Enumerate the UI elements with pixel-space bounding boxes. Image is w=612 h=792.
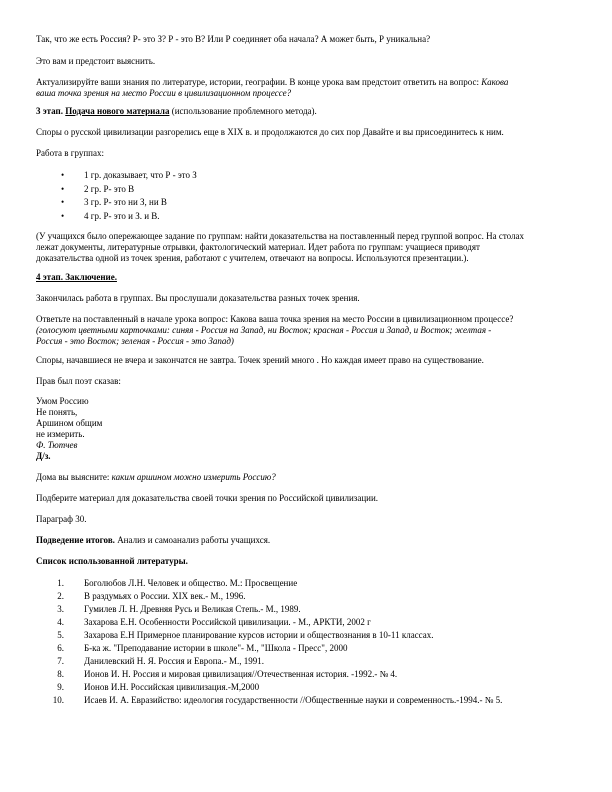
- homework-question: [36, 472, 276, 483]
- list-item: Б-ка ж. "Преподавание истории в школе"- М., "Школа - Пресс", 2000: [84, 643, 348, 653]
- list-item: 3 гр. Р- это ни З, ни В: [84, 197, 167, 207]
- list-item: Ионов И.Н. Российская цивилизация.-М,2000: [84, 682, 260, 692]
- stage3-method: (использование проблемного метода).: [169, 106, 317, 116]
- poem-line: Умом Россию: [36, 396, 89, 406]
- list-item: 4 гр. Р- это и З. и В.: [84, 211, 160, 221]
- list-item: Исаев И. А. Евразийство: идеология государственности //Общественные науки и современность.-1994.- № 5.: [84, 695, 503, 705]
- summary-text: Анализ и самоанализ работы учащихся.: [114, 535, 271, 545]
- bullet-icon: •: [61, 170, 65, 180]
- summary-title: Подведение итогов.: [36, 535, 115, 545]
- list-number: 2.: [57, 591, 64, 601]
- list-item: 2 гр. Р- это В: [84, 184, 135, 194]
- stage3-note-line1: (У учащихся было опережающее задание по группам: найти доказательства на поставленный перед группой вопрос. На столах: [36, 231, 525, 241]
- intro-actualize-question-cont: ваша точка зрения на место России в цивилизационном процессе?: [36, 88, 292, 98]
- list-number: 7.: [57, 656, 64, 666]
- poem-line: Аршином общим: [36, 418, 103, 428]
- summary: [36, 535, 270, 546]
- stage3-note-line3: доказательства одной из точек зрения, работают с учителем, отвечают на вопросы. Используются презентации.).: [36, 253, 469, 263]
- groups-intro: Работа в группах:: [36, 148, 104, 158]
- list-number: 10.: [52, 695, 64, 705]
- poet-intro: Прав был поэт сказав:: [36, 376, 121, 386]
- list-number: 3.: [57, 604, 64, 614]
- homework-question-italic: каким аршином можно измерить Россию?: [111, 472, 276, 482]
- list-number: 9.: [57, 682, 64, 692]
- bullet-icon: •: [61, 211, 65, 221]
- bibliography-heading: Список использованной литературы.: [36, 556, 188, 566]
- list-item: Боголюбов Л.Н. Человек и общество. М.: Просвещение: [84, 578, 298, 588]
- list-item: Захарова Е.Н. Особенности Российской цивилизации. - М., АРКТИ, 2002 г: [84, 617, 371, 627]
- homework-heading: Д/з.: [36, 451, 51, 461]
- list-number: 5.: [57, 630, 64, 640]
- stage3-title: Подача нового материала: [65, 106, 170, 116]
- intro-actualize-question: Какова: [481, 77, 509, 87]
- homework-question-text: Дома вы выясните:: [36, 472, 112, 482]
- homework-task: Подберите материал для доказательства своей точки зрения по Российской цивилизации.: [36, 493, 379, 503]
- stage3-note-line2: лежат документы, литературные отрывки, фактологический материал. Идет работа по группам: учащиеся приводят: [36, 242, 480, 252]
- list-number: 4.: [57, 617, 64, 627]
- list-item: Гумилев Л. Н. Древняя Русь и Великая Степь.- М., 1989.: [84, 604, 301, 614]
- stage4-vote-line2: Россия - это Восток; зеленая - Россия - это Запад): [36, 336, 234, 346]
- poem-line: Не понять,: [36, 407, 78, 417]
- stage3-heading: [36, 106, 317, 117]
- intro-actualize-text: Актуализируйте ваши знания по литературе, истории, географии. В конце урока вам предстоит ответить на вопрос:: [36, 77, 482, 87]
- stage4-disputes: Споры, начавшиеся не вчера и закончатся не завтра. Точек зрений много . Но каждая имеет право на существование.: [36, 355, 484, 365]
- list-item: В раздумьях о России. XIX век.- М., 1996.: [84, 591, 246, 601]
- list-number: 6.: [57, 643, 64, 653]
- homework-paragraph: Параграф 30.: [36, 514, 87, 524]
- poem-line: не измерить.: [36, 429, 85, 439]
- intro-actualize: [36, 77, 508, 88]
- stage4-question: Ответьте на поставленный в начале урока вопрос: Какова ваша точка зрения на место России в цивилизационном процессе?: [36, 314, 514, 324]
- bullet-icon: •: [61, 197, 65, 207]
- list-item: Захарова Е.Н Примерное планирование курсов истории и обществознания в 10-11 классах.: [84, 630, 434, 640]
- stage4-paragraph: Закончилась работа в группах. Вы прослушали доказательства разных точек зрения.: [36, 293, 360, 303]
- intro-task: Это вам и предстоит выяснить.: [36, 56, 156, 66]
- stage4-vote-line1: (голосуют цветными карточками: синяя - Россия на Запад, ни Восток; красная - Россия и Запад, и Восток; желтая -: [36, 325, 492, 335]
- stage4-heading: 4 этап. Заключение.: [36, 272, 117, 282]
- list-item: Данилевский Н. Я. Россия и Европа.- М., 1991.: [84, 656, 265, 666]
- list-item: 1 гр. доказывает, что Р - это З: [84, 170, 197, 180]
- stage3-number: 3 этап.: [36, 106, 63, 116]
- intro-question: Так, что же есть Россия? Р- это З? Р - это В? Или Р соединяет оба начала? А может быть, Р уникальна?: [36, 34, 431, 44]
- list-number: 8.: [57, 669, 64, 679]
- poem-author: Ф. Тютчев: [36, 440, 78, 450]
- bullet-icon: •: [61, 184, 65, 194]
- stage3-paragraph: Споры о русской цивилизации разгорелись еще в XIX в. и продолжаются до сих пор Давайте и вы присоединитесь к ним.: [36, 127, 504, 137]
- list-item: Ионов И. Н. Россия и мировая цивилизация//Отечественная история. -1992.- № 4.: [84, 669, 398, 679]
- list-number: 1.: [57, 578, 64, 588]
